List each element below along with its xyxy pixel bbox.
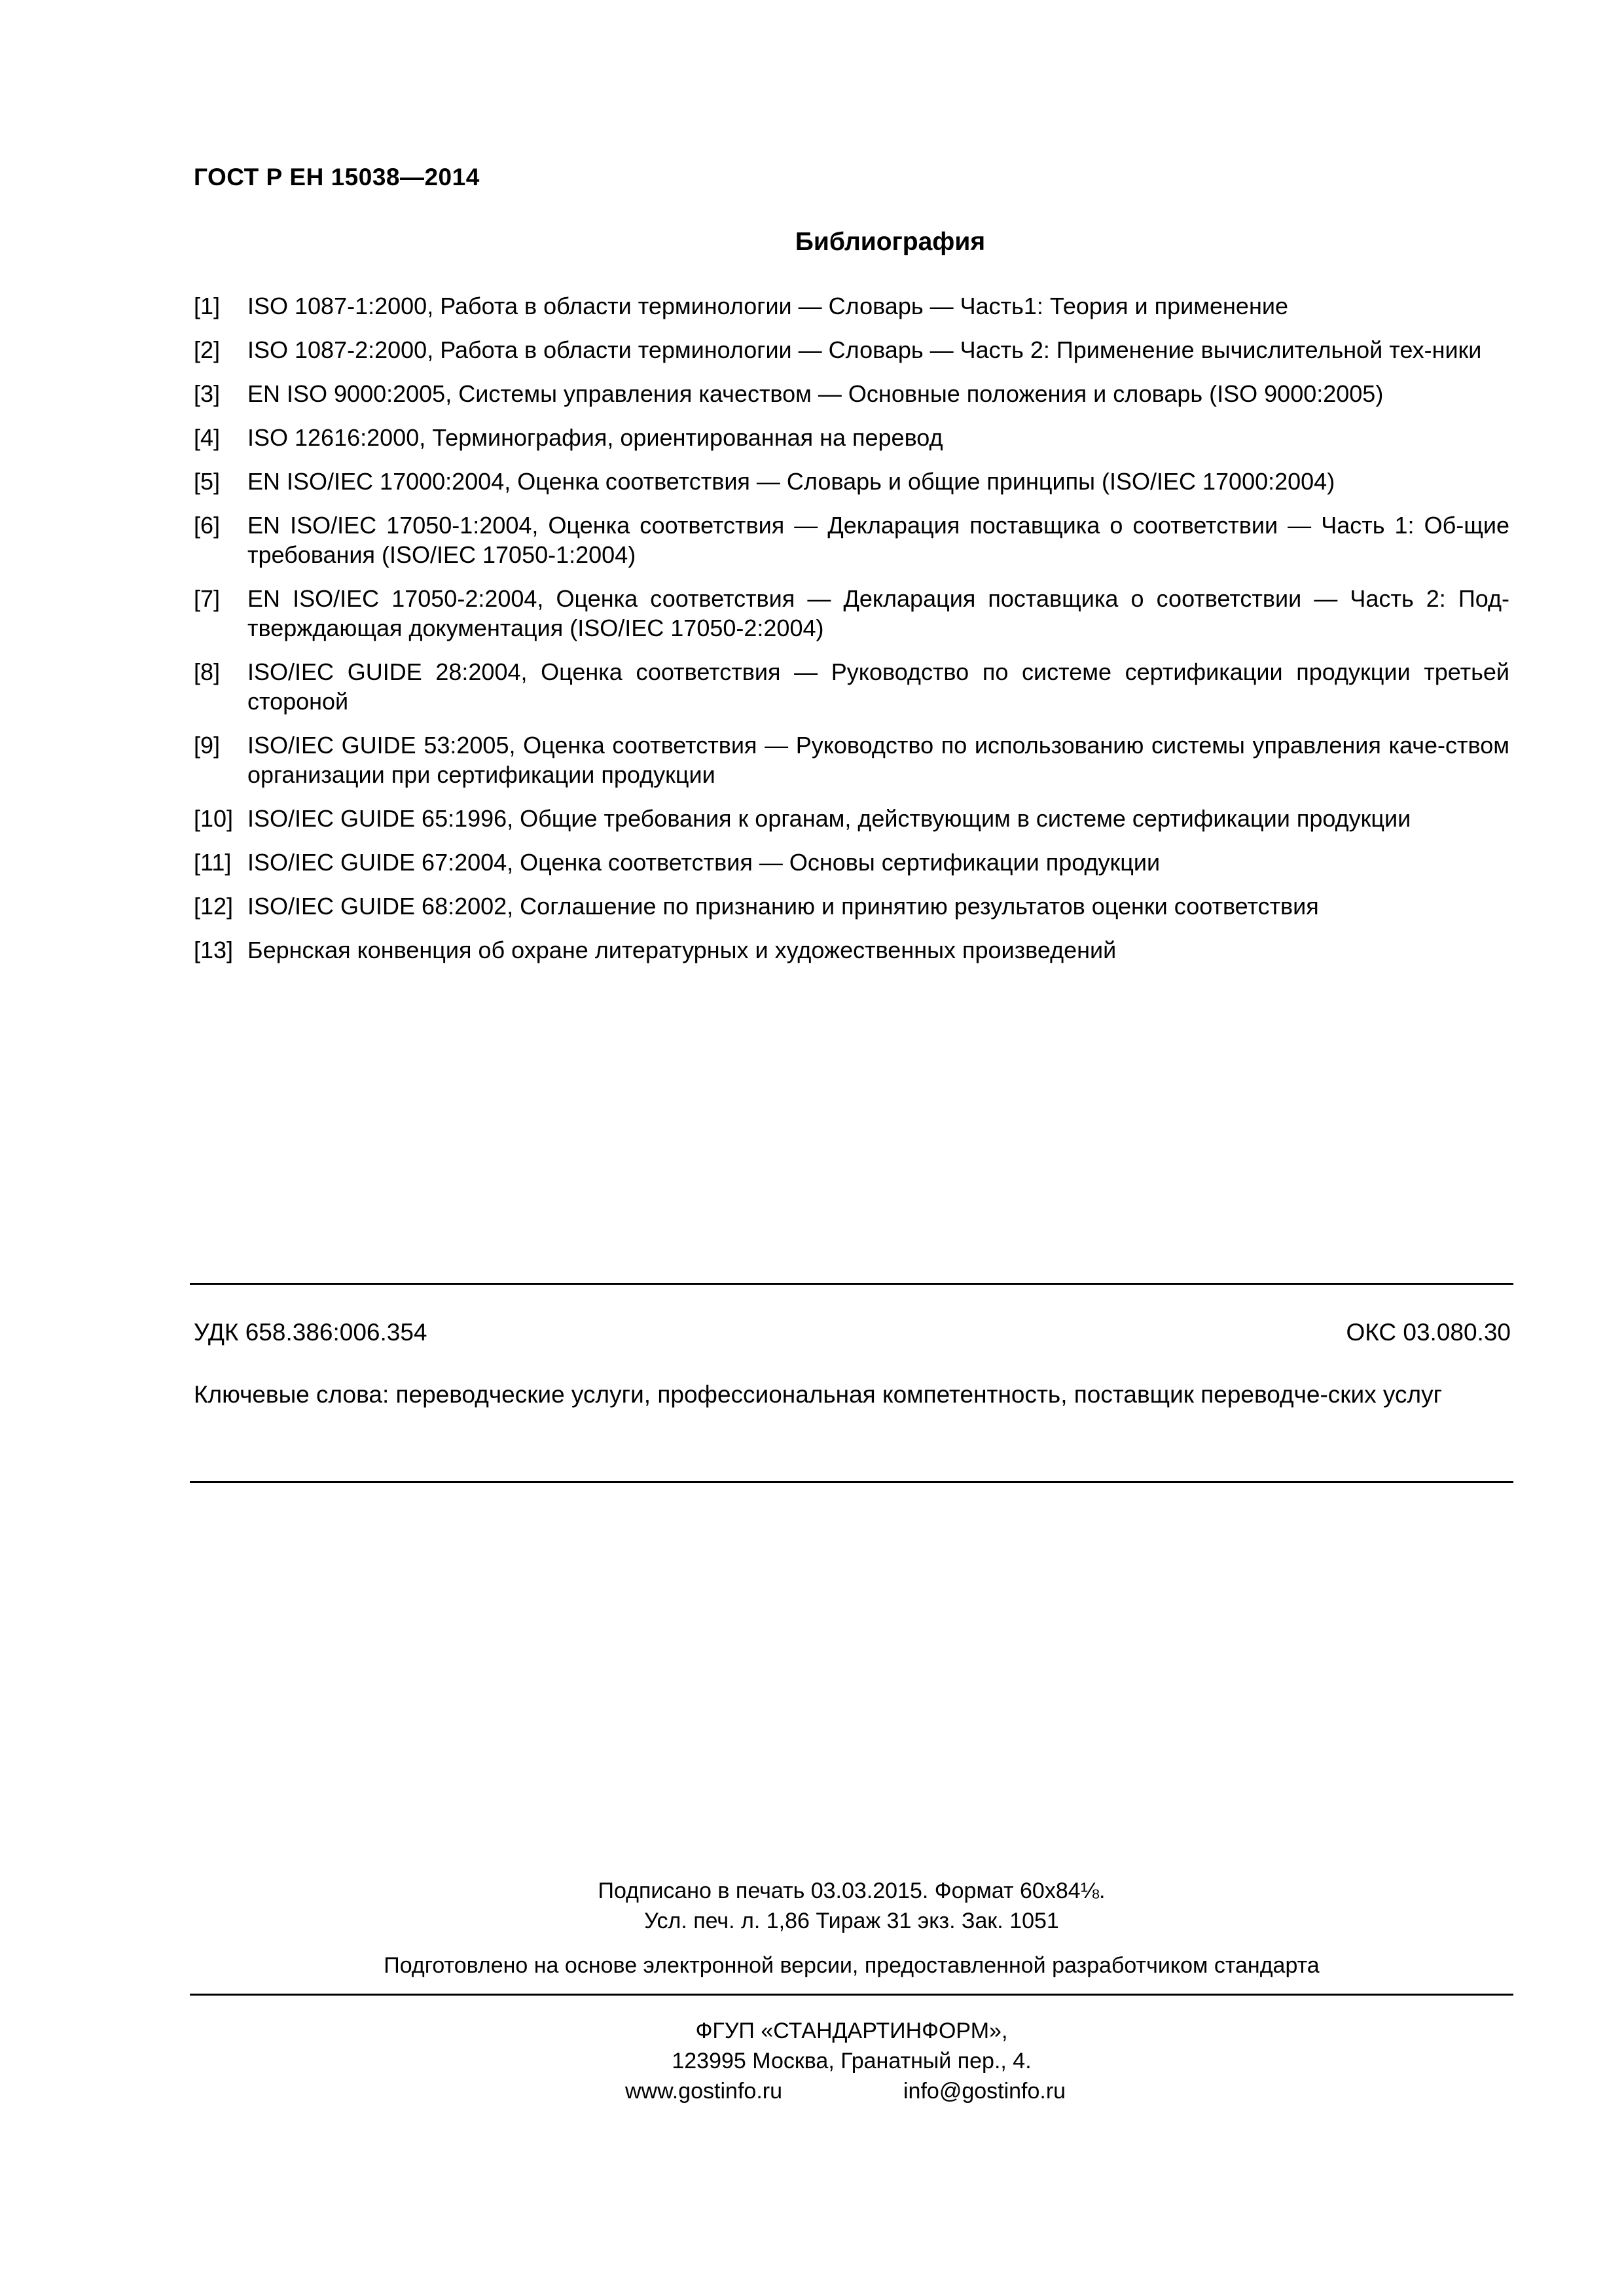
bibliography-list (194, 291, 1509, 979)
bibliography-item-number: [13] (194, 937, 234, 963)
bibliography-item-text: ISO 1087-1:2000, Работа в области терминологии — Словарь — Часть1: Теория и применение (247, 293, 1288, 319)
bibliography-item (194, 891, 1509, 921)
document-code: ГОСТ Р ЕН 15038—2014 (194, 164, 480, 190)
bibliography-item (194, 379, 1509, 408)
bibliography-title: Библиография (795, 228, 986, 256)
bibliography-item-text: Бернская конвенция об охране литературных и художественных произведений (247, 937, 1117, 963)
bibliography-item-number: [10] (194, 805, 234, 832)
bibliography-item-number: [4] (194, 424, 221, 451)
bibliography-item (194, 657, 1509, 716)
bibliography-item (194, 423, 1509, 452)
bibliography-item (194, 335, 1509, 365)
publisher-divider (190, 1994, 1513, 1996)
bibliography-item-number: [3] (194, 380, 221, 407)
bibliography-item-text: EN ISO/IEC 17000:2004, Оценка соответствия — Словарь и общие принципы (ISO/IEC 17000:2004) (247, 468, 1335, 495)
imprint-signed-line: Подписано в печать 03.03.2015. Формат 60х84⅛. (598, 1878, 1106, 1903)
keywords: Ключевые слова: переводческие услуги, профессиональная компетентность, поставщик переводче-ских услуг (194, 1381, 1443, 1408)
bibliography-item-number: [9] (194, 732, 221, 759)
bibliography-item (194, 511, 1509, 569)
bibliography-item-text: ISO/IEC GUIDE 65:1996, Общие требования к органам, действующим в системе сертификации продукции (247, 805, 1411, 832)
bibliography-item-text: ISO 1087-2:2000, Работа в области терминологии — Словарь — Часть 2: Применение вычислительной тех-ники (247, 336, 1482, 363)
bibliography-item-text: EN ISO/IEC 17050-2:2004, Оценка соответствия — Декларация поставщика о соответствии — Часть 2: Под-тверждающая документация (ISO/IEC 17050-2:2004) (247, 585, 1509, 641)
bibliography-item-number: [1] (194, 293, 221, 319)
bibliography-item (194, 935, 1509, 965)
bibliography-item-number: [11] (194, 849, 232, 876)
publisher-email-link[interactable]: info@gostinfo.ru (903, 2079, 1066, 2104)
bibliography-item-number: [6] (194, 512, 221, 539)
bibliography-item-text: ISO 12616:2000, Терминография, ориентированная на перевод (247, 424, 943, 451)
bibliography-item-number: [2] (194, 336, 221, 363)
bibliography-item (194, 804, 1509, 833)
oks-code: ОКС 03.080.30 (1346, 1319, 1511, 1346)
udk-code: УДК 658.386:006.354 (194, 1319, 427, 1346)
bibliography-item (194, 467, 1509, 496)
bibliography-item (194, 730, 1509, 789)
bibliography-item-text: EN ISO/IEC 17050-1:2004, Оценка соответствия — Декларация поставщика о соответствии — Часть 1: Об-щие требования (ISO/IEC 17050-1:2004) (247, 512, 1509, 568)
imprint-prepared-line: Подготовлено на основе электронной версии, предоставленной разработчиком стандарта (384, 1953, 1320, 1978)
publisher-address: 123995 Москва, Гранатный пер., 4. (672, 2049, 1032, 2073)
publisher-name: ФГУП «СТАНДАРТИНФОРМ», (695, 2018, 1008, 2043)
bibliography-item-number: [12] (194, 893, 234, 920)
classification-top-divider (190, 1283, 1513, 1285)
publisher-website-link[interactable]: www.gostinfo.ru (625, 2079, 782, 2104)
bibliography-item-number: [8] (194, 658, 221, 685)
bibliography-item (194, 291, 1509, 321)
imprint-print-line: Усл. печ. л. 1,86 Тираж 31 экз. Зак. 1051 (644, 1909, 1059, 1933)
bibliography-item-text: ISO/IEC GUIDE 67:2004, Оценка соответствия — Основы сертификации продукции (247, 849, 1161, 876)
bibliography-item-text: ISO/IEC GUIDE 53:2005, Оценка соответствия — Руководство по использованию системы управления каче-ством организации при сертификации продукции (247, 732, 1509, 788)
bibliography-item-number: [5] (194, 468, 221, 495)
bibliography-item-number: [7] (194, 585, 221, 612)
bibliography-item (194, 848, 1509, 877)
classification-bottom-divider (190, 1481, 1513, 1483)
bibliography-item-text: ISO/IEC GUIDE 68:2002, Соглашение по признанию и принятию результатов оценки соответствия (247, 893, 1319, 920)
bibliography-item (194, 584, 1509, 643)
bibliography-item-text: EN ISO 9000:2005, Системы управления качеством — Основные положения и словарь (ISO 9000:2005) (247, 380, 1384, 407)
bibliography-item-text: ISO/IEC GUIDE 28:2004, Оценка соответствия — Руководство по системе сертификации продукции третьей стороной (247, 658, 1509, 715)
